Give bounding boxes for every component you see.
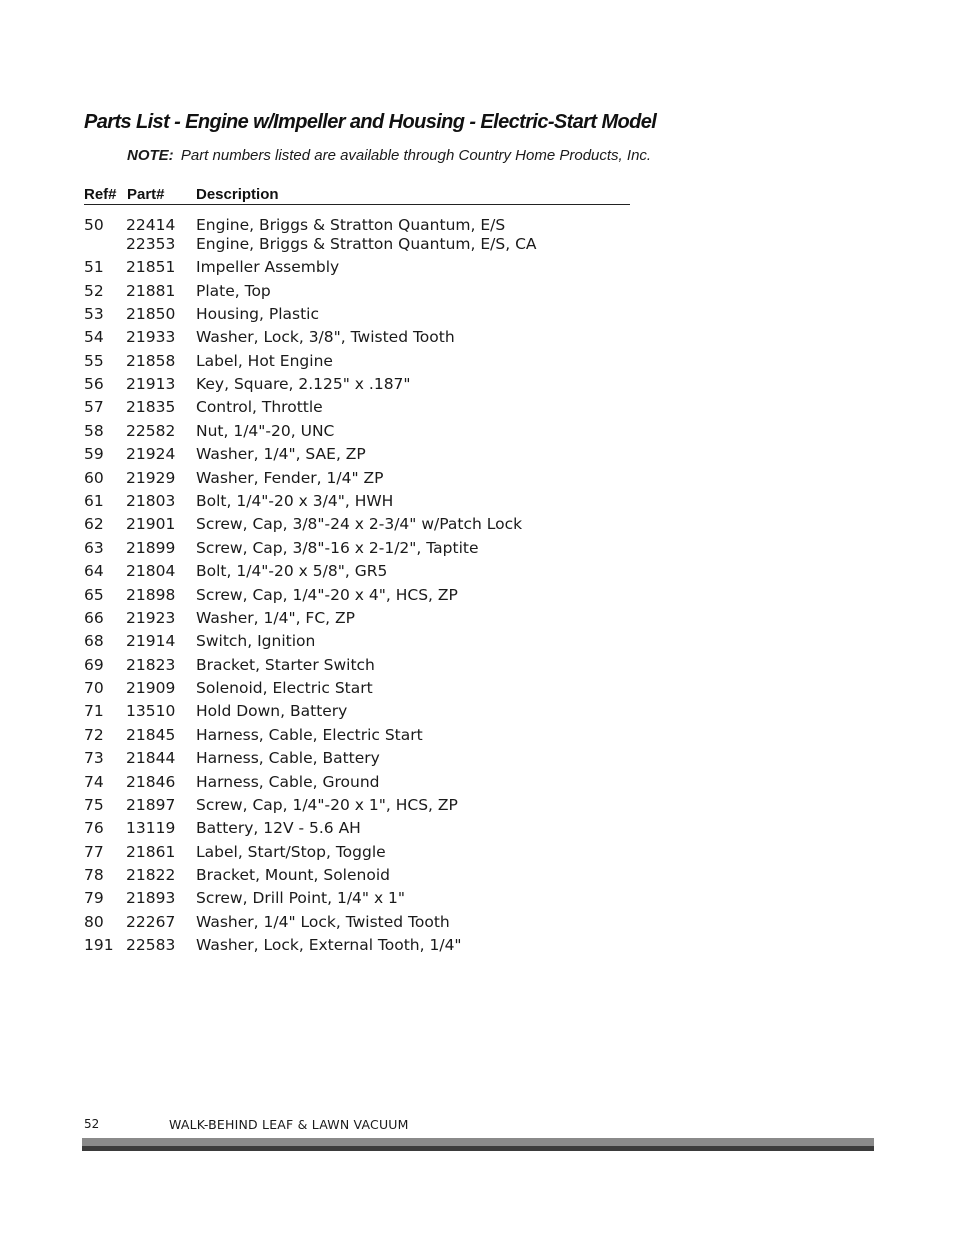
footer-title: WALK-BEHIND LEAF & LAWN VACUUM	[169, 1117, 409, 1132]
row-description: Hold Down, Battery	[196, 702, 348, 720]
row-part-number: 21899	[126, 539, 176, 557]
table-row	[84, 443, 684, 465]
row-part-number: 21929	[126, 469, 176, 487]
row-description: Impeller Assembly	[196, 258, 340, 276]
row-part-number: 21844	[126, 749, 176, 767]
row-description: Engine, Briggs & Stratton Quantum, E/S	[196, 216, 506, 234]
row-part-number: 13510	[126, 702, 176, 720]
table-row	[84, 584, 684, 606]
row-description: Screw, Cap, 1/4"-20 x 4", HCS, ZP	[196, 586, 458, 604]
table-row	[84, 794, 684, 816]
row-description: Label, Hot Engine	[196, 352, 333, 370]
row-ref: 58	[84, 422, 104, 440]
table-row	[84, 560, 684, 582]
row-ref: 53	[84, 305, 104, 323]
row-ref: 78	[84, 866, 104, 884]
row-part-number: 21822	[126, 866, 176, 884]
row-ref: 62	[84, 515, 104, 533]
column-header-ref: Ref#	[84, 186, 117, 203]
row-ref: 66	[84, 609, 104, 627]
row-description: Washer, 1/4" Lock, Twisted Tooth	[196, 913, 450, 931]
row-description: Bolt, 1/4"-20 x 5/8", GR5	[196, 562, 388, 580]
row-part-number: 21846	[126, 773, 176, 791]
row-description: Solenoid, Electric Start	[196, 679, 373, 697]
row-ref: 71	[84, 702, 104, 720]
row-part-number: 21933	[126, 328, 176, 346]
row-ref: 55	[84, 352, 104, 370]
row-part-number: 21893	[126, 889, 176, 907]
row-ref: 77	[84, 843, 104, 861]
row-description: Engine, Briggs & Stratton Quantum, E/S, CA	[196, 235, 537, 253]
row-ref: 79	[84, 889, 104, 907]
row-part-number: 22582	[126, 422, 176, 440]
table-row	[84, 841, 684, 863]
footer-bar	[82, 1138, 874, 1151]
row-ref: 191	[84, 936, 114, 954]
table-row	[84, 771, 684, 793]
row-part-number: 21823	[126, 656, 176, 674]
row-part-number: 22583	[126, 936, 176, 954]
table-row	[84, 350, 684, 372]
table-row	[84, 303, 684, 325]
table-row	[84, 700, 684, 722]
table-row	[84, 677, 684, 699]
table-row	[84, 724, 684, 746]
table-row	[84, 396, 684, 418]
row-description: Washer, 1/4", FC, ZP	[196, 609, 355, 627]
table-row	[84, 420, 684, 442]
row-part-number: 21909	[126, 679, 176, 697]
row-part-number: 22267	[126, 913, 176, 931]
row-ref: 72	[84, 726, 104, 744]
row-description: Housing, Plastic	[196, 305, 319, 323]
row-description: Battery, 12V - 5.6 AH	[196, 819, 361, 837]
table-row	[84, 326, 684, 348]
row-ref: 65	[84, 586, 104, 604]
row-ref: 50	[84, 216, 104, 234]
row-description: Washer, Lock, External Tooth, 1/4"	[196, 936, 462, 954]
table-row	[84, 934, 684, 956]
row-part-number: 21845	[126, 726, 176, 744]
page-title: Parts List - Engine w/Impeller and Housing - Electric-Start Model	[84, 111, 657, 133]
row-description: Screw, Cap, 3/8"-16 x 2-1/2", Taptite	[196, 539, 479, 557]
row-ref: 73	[84, 749, 104, 767]
row-part-number: 21858	[126, 352, 176, 370]
row-part-number: 21881	[126, 282, 176, 300]
row-description: Screw, Cap, 1/4"-20 x 1", HCS, ZP	[196, 796, 458, 814]
row-description: Key, Square, 2.125" x .187"	[196, 375, 411, 393]
row-part-number: 21901	[126, 515, 176, 533]
row-part-number: 21861	[126, 843, 176, 861]
table-row	[84, 513, 684, 535]
table-header	[84, 186, 630, 205]
row-part-number: 22414	[126, 216, 176, 234]
row-ref: 69	[84, 656, 104, 674]
table-row	[84, 864, 684, 886]
table-row	[84, 280, 684, 302]
row-ref: 59	[84, 445, 104, 463]
row-description: Bracket, Starter Switch	[196, 656, 375, 674]
row-part-number: 21803	[126, 492, 176, 510]
column-header-description: Description	[196, 186, 279, 203]
column-header-part: Part#	[127, 186, 165, 203]
page-number: 52	[84, 1117, 100, 1131]
row-ref: 70	[84, 679, 104, 697]
row-part-number: 22353	[126, 235, 176, 253]
row-ref: 76	[84, 819, 104, 837]
row-ref: 61	[84, 492, 104, 510]
table-row	[84, 490, 684, 512]
row-description: Harness, Cable, Electric Start	[196, 726, 423, 744]
row-description: Switch, Ignition	[196, 632, 316, 650]
row-ref: 57	[84, 398, 104, 416]
row-ref: 60	[84, 469, 104, 487]
table-row	[84, 887, 684, 909]
row-part-number: 21913	[126, 375, 176, 393]
row-description: Screw, Cap, 3/8"-24 x 2-3/4" w/Patch Lock	[196, 515, 523, 533]
table-row	[84, 373, 684, 395]
row-part-number: 21924	[126, 445, 176, 463]
row-description: Washer, Lock, 3/8", Twisted Tooth	[196, 328, 455, 346]
table-row	[84, 747, 684, 769]
row-ref: 68	[84, 632, 104, 650]
row-description: Bolt, 1/4"-20 x 3/4", HWH	[196, 492, 394, 510]
table-row	[84, 817, 684, 839]
row-ref: 52	[84, 282, 104, 300]
row-description: Label, Start/Stop, Toggle	[196, 843, 386, 861]
row-part-number: 21914	[126, 632, 176, 650]
row-description: Control, Throttle	[196, 398, 323, 416]
row-part-number: 21850	[126, 305, 176, 323]
row-description: Harness, Cable, Ground	[196, 773, 380, 791]
row-description: Washer, Fender, 1/4" ZP	[196, 469, 384, 487]
note-text: Part numbers listed are available through Country Home Products, Inc.	[180, 147, 652, 164]
row-part-number: 21835	[126, 398, 176, 416]
row-part-number: 21897	[126, 796, 176, 814]
row-part-number: 21804	[126, 562, 176, 580]
row-ref: 75	[84, 796, 104, 814]
row-part-number: 21851	[126, 258, 176, 276]
row-description: Nut, 1/4"-20, UNC	[196, 422, 335, 440]
row-description: Screw, Drill Point, 1/4" x 1"	[196, 889, 406, 907]
table-row	[84, 256, 684, 278]
row-ref: 64	[84, 562, 104, 580]
row-part-number: 21898	[126, 586, 176, 604]
row-description: Washer, 1/4", SAE, ZP	[196, 445, 366, 463]
row-ref: 74	[84, 773, 104, 791]
table-row	[84, 233, 684, 255]
row-ref: 56	[84, 375, 104, 393]
row-ref: 51	[84, 258, 104, 276]
table-row	[84, 607, 684, 629]
note	[127, 147, 651, 164]
row-part-number: 13119	[126, 819, 176, 837]
row-ref: 80	[84, 913, 104, 931]
table-row	[84, 911, 684, 933]
row-description: Plate, Top	[196, 282, 271, 300]
row-ref: 54	[84, 328, 104, 346]
table-row	[84, 467, 684, 489]
row-description: Harness, Cable, Battery	[196, 749, 380, 767]
table-row	[84, 654, 684, 676]
note-label: NOTE:	[127, 147, 174, 164]
table-row	[84, 537, 684, 559]
row-ref: 63	[84, 539, 104, 557]
row-description: Bracket, Mount, Solenoid	[196, 866, 390, 884]
row-part-number: 21923	[126, 609, 176, 627]
table-row	[84, 630, 684, 652]
